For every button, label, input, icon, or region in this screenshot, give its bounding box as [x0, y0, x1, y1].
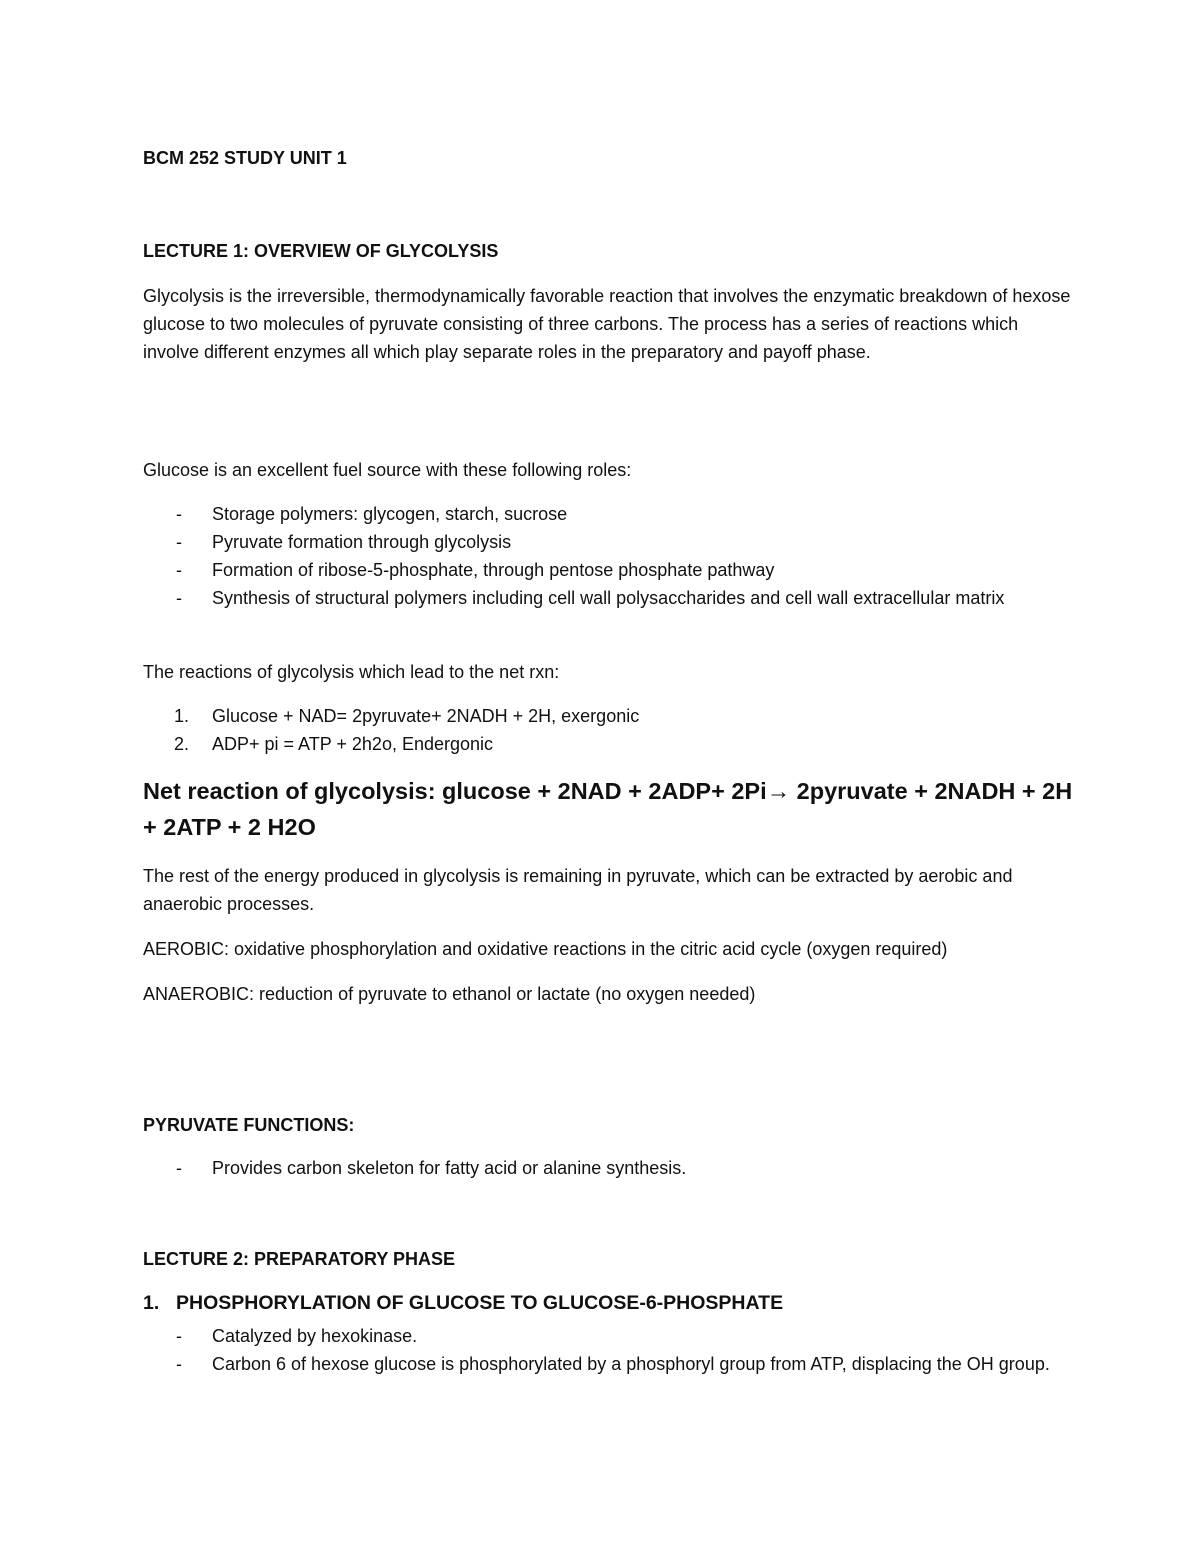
list-item-text: Synthesis of structural polymers including cell wall polysaccharides and cell wall extracellular matrix — [212, 588, 1005, 608]
lecture1-heading: LECTURE 1: OVERVIEW OF GLYCOLYSIS — [143, 241, 499, 261]
list-item — [143, 1154, 1073, 1182]
roles-list — [143, 500, 1073, 612]
reactions-intro: The reactions of glycolysis which lead to the net rxn: — [143, 662, 560, 682]
list-item-text: ADP+ pi = ATP + 2h2o, Endergonic — [212, 734, 494, 754]
anaerobic-text: ANAEROBIC: reduction of pyruvate to ethanol or lactate (no oxygen needed) — [143, 984, 756, 1004]
list-item — [143, 1322, 1073, 1350]
roles-intro: Glucose is an excellent fuel source with these following roles: — [143, 460, 632, 480]
list-item-text: Carbon 6 of hexose glucose is phosphorylated by a phosphoryl group from ATP, displacing the OH group. — [212, 1354, 1050, 1374]
list-item-text: Catalyzed by hexokinase. — [212, 1326, 418, 1346]
step-title-text: PHOSPHORYLATION OF GLUCOSE TO GLUCOSE-6-PHOSPHATE — [176, 1292, 784, 1314]
list-item — [143, 556, 1073, 584]
list-item — [143, 528, 1073, 556]
step-number: 1. — [143, 1292, 160, 1314]
pyruvate-heading: PYRUVATE FUNCTIONS: — [143, 1115, 355, 1135]
net-reaction: Net reaction of glycolysis: glucose + 2NAD + 2ADP+ 2Pi→ 2pyruvate + 2NADH + 2H + 2ATP + 2 H2O — [143, 778, 1073, 840]
dash-marker: - — [176, 532, 182, 552]
dash-marker: - — [176, 560, 182, 580]
list-item-text: Provides carbon skeleton for fatty acid or alanine synthesis. — [212, 1158, 687, 1178]
dash-marker: - — [176, 1158, 182, 1178]
pyruvate-list — [143, 1154, 1073, 1182]
step1-list — [143, 1322, 1073, 1378]
aerobic-text: AEROBIC: oxidative phosphorylation and oxidative reactions in the citric acid cycle (oxygen required) — [143, 939, 948, 959]
number-marker: 1. — [174, 706, 190, 726]
energy-paragraph — [143, 862, 1073, 918]
dash-marker: - — [176, 1326, 182, 1346]
list-item — [143, 702, 1073, 730]
lecture2-heading: LECTURE 2: PREPARATORY PHASE — [143, 1249, 456, 1269]
list-item-text: Glucose + NAD= 2pyruvate+ 2NADH + 2H, exergonic — [212, 706, 640, 726]
number-marker: 2. — [174, 734, 190, 754]
dash-marker: - — [176, 1354, 182, 1374]
energy-text: The rest of the energy produced in glycolysis is remaining in pyruvate, which can be extracted by aerobic and anaerobic processes. — [143, 866, 1013, 914]
list-item-text: Storage polymers: glycogen, starch, sucrose — [212, 504, 568, 524]
list-item — [143, 1350, 1073, 1378]
list-item — [143, 500, 1073, 528]
document-title: BCM 252 STUDY UNIT 1 — [143, 148, 347, 168]
dash-marker: - — [176, 588, 182, 608]
list-item-text: Pyruvate formation through glycolysis — [212, 532, 512, 552]
list-item — [143, 730, 1073, 758]
step1-title — [143, 1289, 1073, 1317]
document-page — [143, 140, 1073, 1374]
dash-marker: - — [176, 504, 182, 524]
list-item — [143, 584, 1073, 612]
list-item-text: Formation of ribose-5-phosphate, through pentose phosphate pathway — [212, 560, 775, 580]
lecture1-intro-text: Glycolysis is the irreversible, thermodynamically favorable reaction that involves the enzymatic breakdown of hexose glucose to two molecules of pyruvate consisting of three carbons. The process has a series of reactions which involve different enzymes all which play separate roles in the preparatory and payoff phase. — [143, 286, 1071, 362]
reactions-list — [143, 702, 1073, 758]
lecture1-intro — [143, 282, 1073, 366]
